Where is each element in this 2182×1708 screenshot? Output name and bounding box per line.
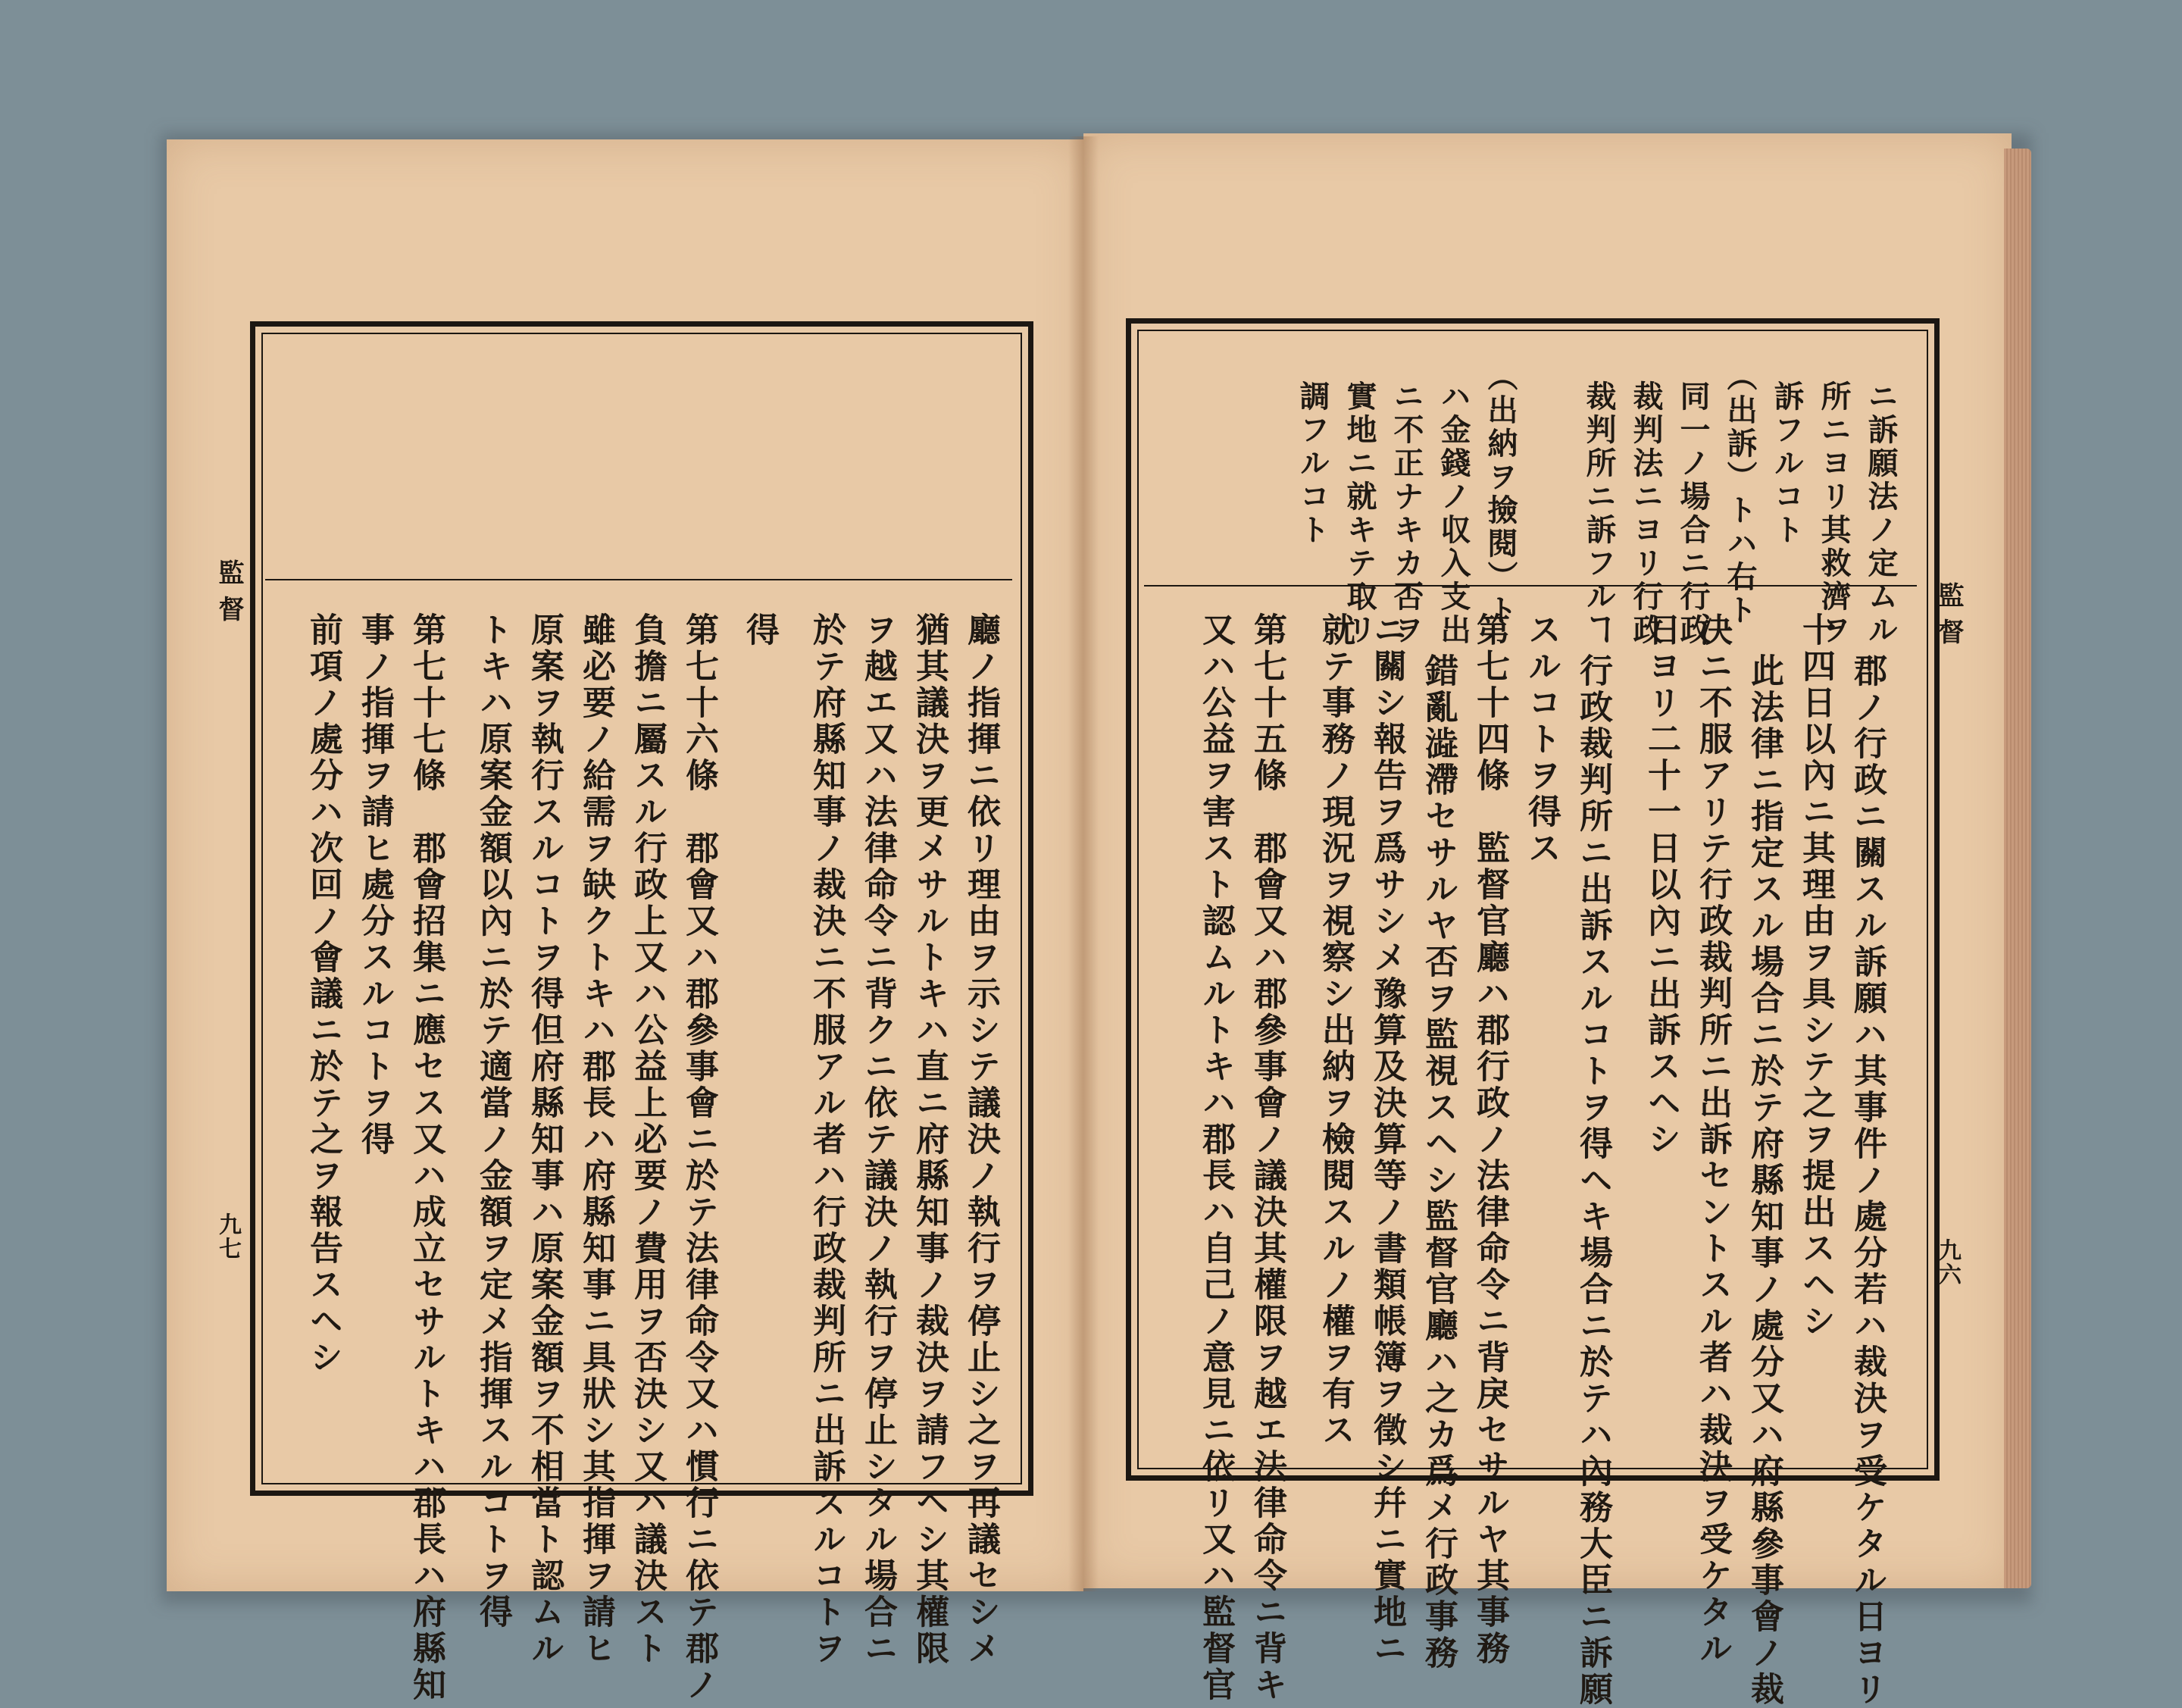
- left-body-line: 前項ノ處分ハ次回ノ會議ニ於テ之ヲ報告スヘシ: [304, 612, 342, 1376]
- left-page-header: 監督: [214, 559, 244, 632]
- left-body-line: トキハ原案金額以內ニ於テ適當ノ金額ヲ定メ指揮スルコトヲ得: [474, 612, 512, 1631]
- right-note-line: 所ニヨリ其救濟ヲ: [1816, 380, 1852, 647]
- right-body-line: 日ヨリ二十一日以內ニ出訴スヘシ: [1642, 612, 1680, 1158]
- right-note-line: ニ訴願法ノ定ムル: [1863, 380, 1899, 647]
- right-body-line: 十四日以內ニ其理由ヲ具シテ之ヲ提出スヘシ: [1796, 612, 1835, 1340]
- right-note-line: 調フルコト: [1295, 380, 1330, 547]
- right-body-line: 決ニ不服アリテ行政裁判所ニ出訴セントスル者ハ裁決ヲ受ケタル: [1693, 612, 1732, 1667]
- left-body-line: 原案ヲ執行スルコトヲ得但府縣知事ハ原案金額ヲ不相當ト認ムル: [525, 612, 564, 1667]
- right-note-line: ハ金錢ノ収入支出: [1436, 380, 1471, 647]
- show-through-text: ⠀⠀⠀⠀⠀⠀: [909, 364, 945, 524]
- right-body-line: 錯亂澁滯セサルヤ否ヲ監視スヘシ監督官廳ハ之カ爲メ行政事務: [1419, 653, 1458, 1672]
- right-body-line: ニ關シ報告ヲ爲サシメ豫算及決算等ノ書類帳簿ヲ徵シ幷ニ實地ニ: [1368, 612, 1406, 1667]
- right-note-line: （出訴）トハ右ト: [1722, 361, 1758, 627]
- right-page-number: 九六: [1934, 1238, 1961, 1287]
- right-note-divider: [1144, 585, 1917, 587]
- right-body-line: スルコトヲ得ス: [1522, 612, 1561, 867]
- left-body-line: 雖必要ノ給需ヲ缺クトキハ郡長ハ府縣知事ニ具狀シ其指揮ヲ請ヒ: [577, 612, 615, 1667]
- left-body-line: 廳ノ指揮ニ依リ理由ヲ示シテ議決ノ執行ヲ停止シ之ヲ再議セシメ: [961, 612, 1000, 1667]
- right-body-line: 就テ事務ノ現況ヲ視察シ出納ヲ檢閱スルノ權ヲ有ス: [1316, 612, 1355, 1449]
- left-body-line: 事ノ指揮ヲ請ヒ處分スルコトヲ得: [355, 612, 394, 1158]
- right-note-line: ニ不正ナキカ否ヲ: [1389, 380, 1424, 647]
- right-body-line: 此法律ニ指定スル場合ニ於テ府縣知事ノ處分又ハ府縣參事會ノ裁: [1745, 653, 1783, 1708]
- left-body-line: 於テ府縣知事ノ裁決ニ不服アル者ハ行政裁判所ニ出訴スルコトヲ: [807, 612, 846, 1667]
- left-body-line: 得: [740, 612, 779, 649]
- left-body-line: 負擔ニ屬スル行政上又ハ公益上必要ノ費用ヲ否決シ又ハ議決スト: [628, 612, 667, 1667]
- right-note-line: 實地ニ就キテ取リ: [1342, 380, 1377, 647]
- left-body-line: 猶其議決ヲ更メサルトキハ直ニ府縣知事ノ裁決ヲ請フヘシ其權限: [910, 612, 949, 1667]
- right-note-line: 裁判法ニヨリ行政: [1628, 380, 1664, 647]
- page-edges: [2004, 149, 2031, 1588]
- right-page-header: 監督: [1933, 582, 1964, 655]
- right-body-line: 行政裁判所ニ出訴スルコトヲ得ヘキ場合ニ於テハ內務大臣ニ訴願: [1574, 653, 1612, 1708]
- right-body-line: 又ハ公益ヲ害スト認ムルトキハ郡長ハ自己ノ意見ニ依リ又ハ監督官: [1196, 612, 1235, 1703]
- left-page-number: 九七: [214, 1212, 241, 1261]
- right-note-line: （出納ヲ撿閱）ト: [1483, 361, 1518, 627]
- right-note-line: 訴フルコト: [1769, 380, 1805, 547]
- book-gutter: [1068, 136, 1099, 1591]
- article-76: 第七十六條 郡會又ハ郡參事會ニ於テ法律命令又ハ慣行ニ依テ郡ノ: [680, 612, 718, 1703]
- left-body-line: ヲ越エ又ハ法律命令ニ背クニ依テ議決ノ執行ヲ停止シタル場合ニ: [858, 612, 897, 1667]
- left-note-divider: [265, 579, 1012, 580]
- article-75: 第七十五條 郡會又ハ郡參事會ノ議決其權限ヲ越エ法律命令ニ背キ: [1248, 612, 1286, 1703]
- right-note-line: 裁判所ニ訴フルヿ: [1581, 380, 1617, 647]
- article-74: 第七十四條 監督官廳ハ郡行政ノ法律命令ニ背戾セサルヤ其事務: [1471, 612, 1509, 1667]
- right-body-line: 郡ノ行政ニ關スル訴願ハ其事件ノ處分若ハ裁決ヲ受ケタル日ヨリ: [1848, 653, 1887, 1708]
- article-77: 第七十七條 郡會招集ニ應セス又ハ成立セサルトキハ郡長ハ府縣知: [407, 612, 445, 1703]
- right-note-line: 同一ノ場合ニ行政: [1675, 380, 1711, 647]
